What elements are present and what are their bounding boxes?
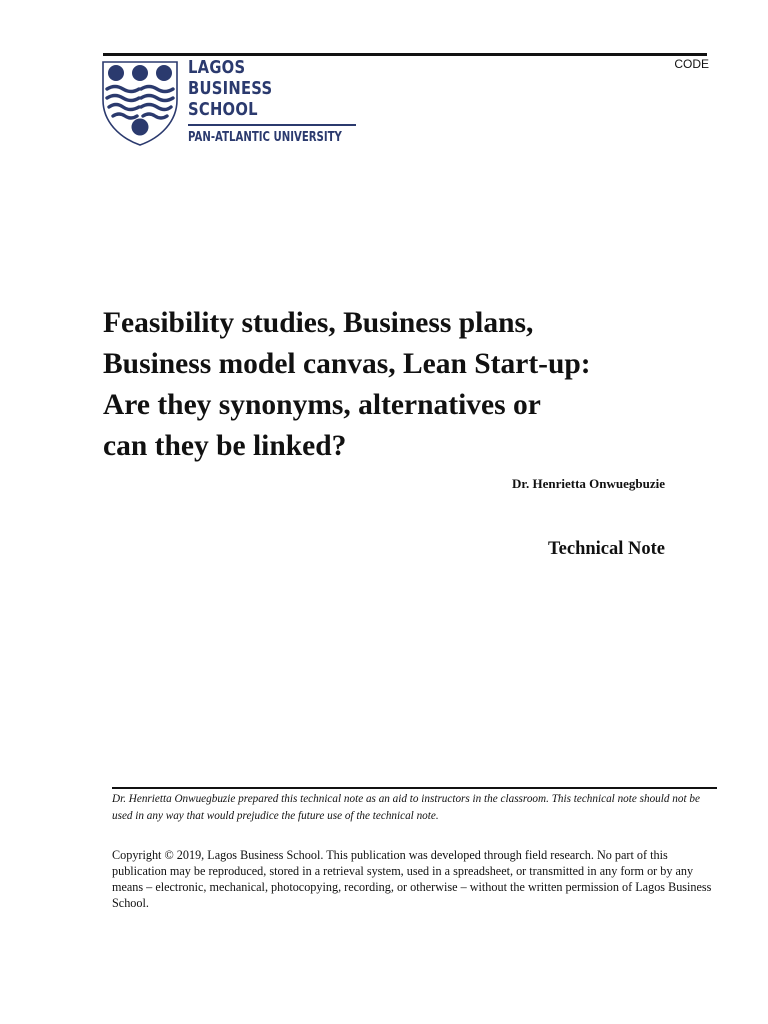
footer-rule <box>112 787 717 789</box>
logo-divider <box>188 124 356 126</box>
title-line: Business model canvas, Lean Start-up: <box>103 348 591 380</box>
header-rule <box>103 53 707 56</box>
document-type: Technical Note <box>548 539 665 559</box>
logo-line-lagos: LAGOS <box>188 57 246 78</box>
document-title <box>103 303 703 467</box>
copyright-text: Copyright © 2019, Lagos Business School. This publication was developed through field research. No part of this publication may be reproduced, stored in a retrieval system, used in a spreadsheet, or transmitted in any form or by any means – electronic, mechanical, photocopying, recording, or otherwise – without the written permission of Lagos Business School. <box>112 848 712 910</box>
code-label: CODE <box>674 57 709 71</box>
title-line: Are they synonyms, alternatives or <box>103 389 541 421</box>
shield-crest-icon <box>102 60 178 146</box>
logo-line-school: SCHOOL <box>188 99 258 120</box>
logo-wordmark <box>188 57 272 120</box>
title-line: can they be linked? <box>103 430 347 462</box>
title-line: Feasibility studies, Business plans, <box>103 307 534 339</box>
logo-line-business: BUSINESS <box>188 78 273 99</box>
author-name: Dr. Henrietta Onwuegbuzie <box>512 476 665 491</box>
logo-subline: PAN-ATLANTIC UNIVERSITY <box>188 130 342 145</box>
disclaimer-text: Dr. Henrietta Onwuegbuzie prepared this technical note as an aid to instructors in the classroom. This technical note should not be used in any way that would prejudice the future use of the technical note. <box>112 793 700 822</box>
